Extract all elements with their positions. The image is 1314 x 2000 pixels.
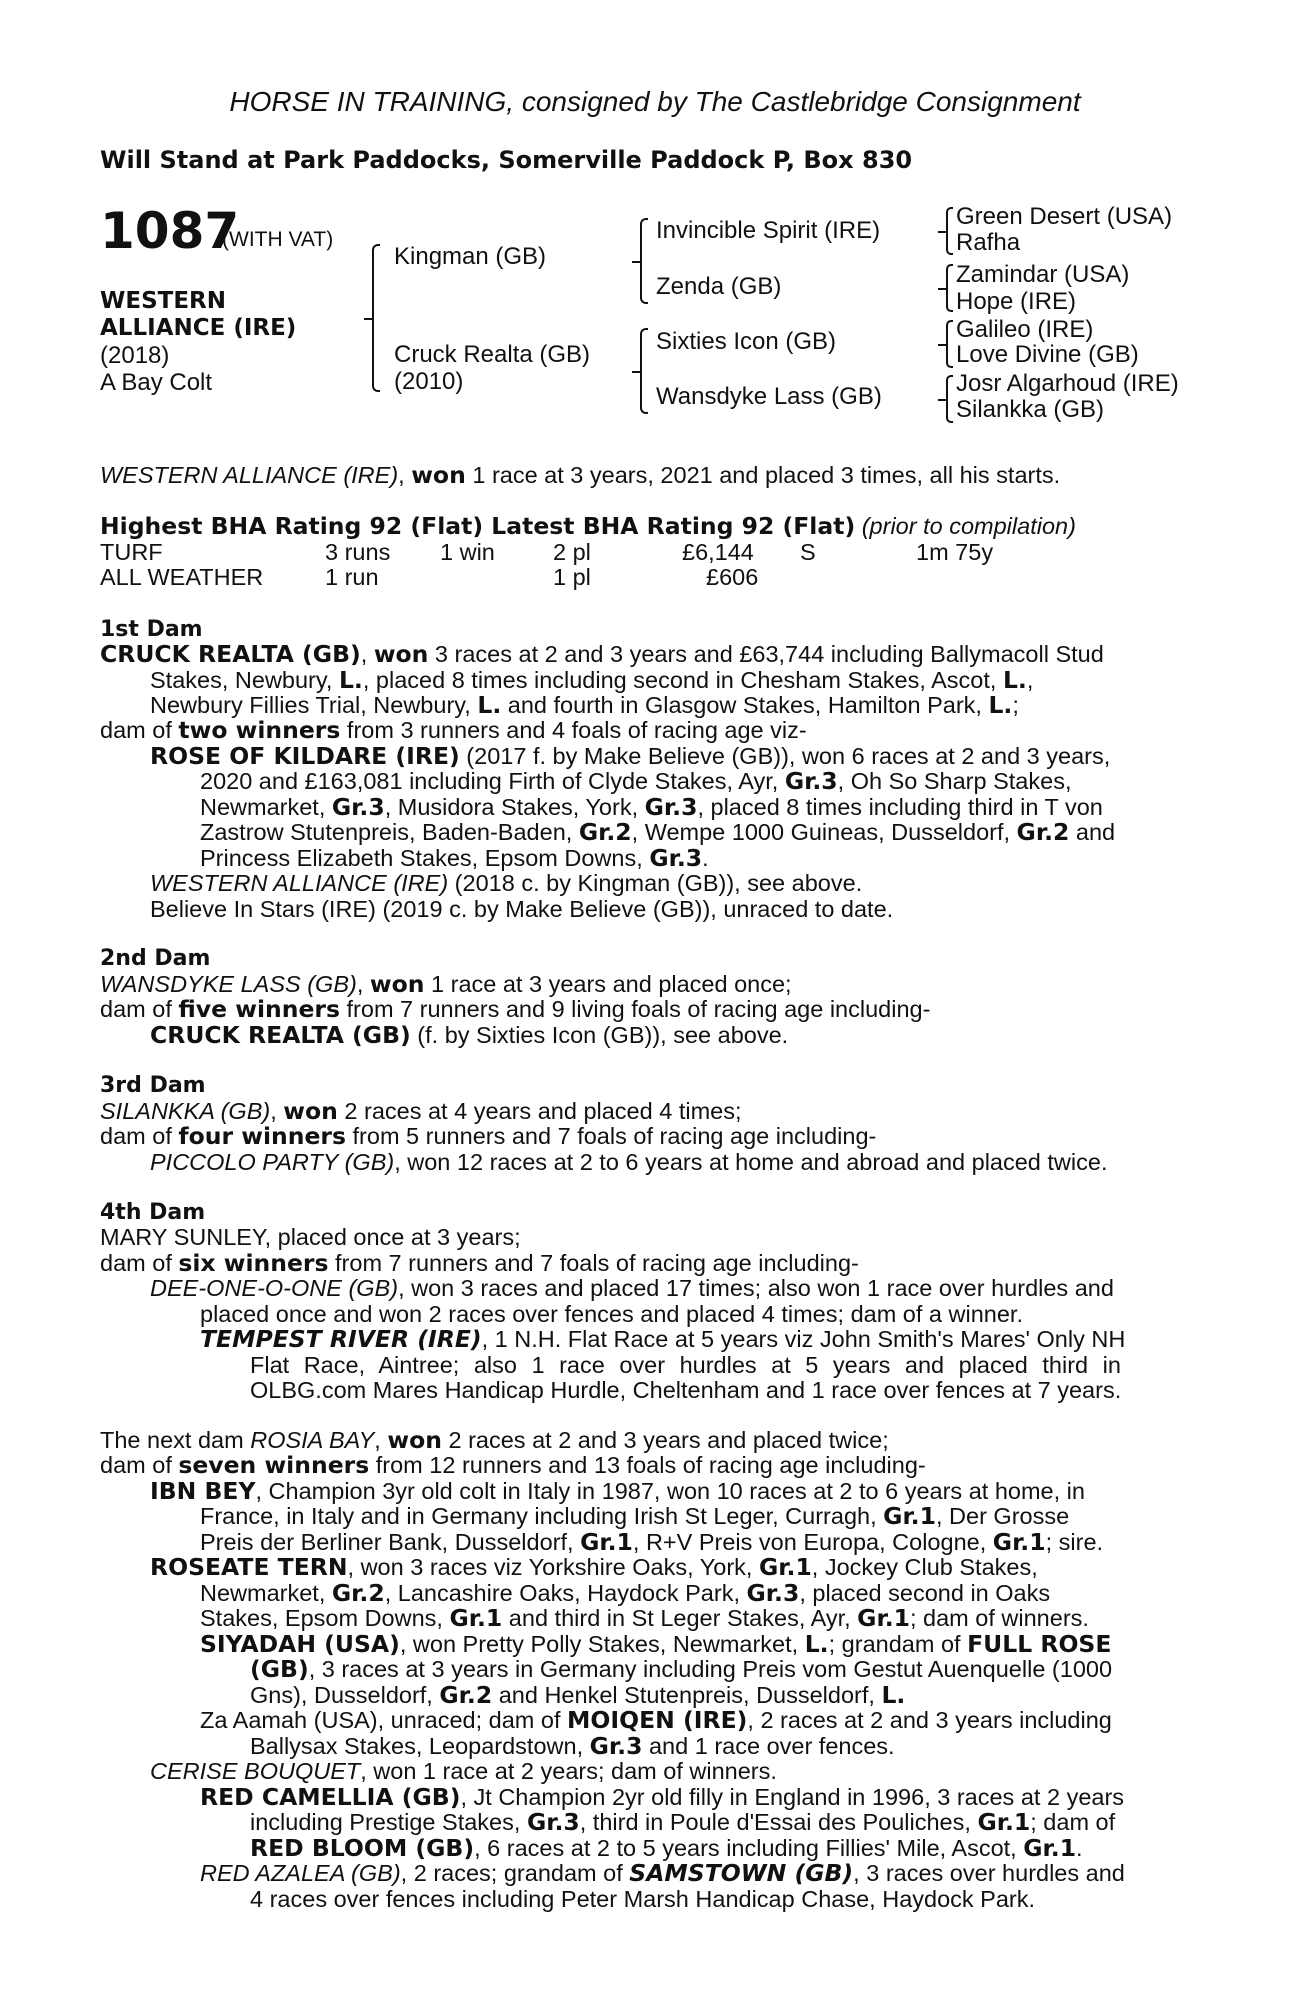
nextdam-line: including Prestige Stakes, Gr.3, third in Poule d'Essai des Pouliches, Gr.1; dam of bbox=[250, 1808, 1116, 1836]
nextdam-line: RED CAMELLIA (GB), Jt Champion 2yr old filly in England in 1996, 3 races at 2 years bbox=[200, 1783, 1125, 1811]
nextdam-line: RED AZALEA (GB), 2 races; grandam of SAMSTOWN (GB), 3 races over hurdles and bbox=[200, 1859, 1125, 1887]
nextdam-line: Newmarket, Gr.2, Lancashire Oaks, Haydock Park, Gr.3, placed second in Oaks bbox=[200, 1579, 1051, 1607]
nextdam-line: The next dam ROSIA BAY, won 2 races at 2 and 3 years and placed twice; bbox=[100, 1426, 889, 1454]
pedigree-ssd: Rafha bbox=[956, 229, 1021, 256]
dam2-heading: 2nd Dam bbox=[100, 946, 211, 971]
nextdam-line: 4 races over fences including Peter Marsh Handicap Chase, Haydock Park. bbox=[250, 1886, 1036, 1912]
dam3-line: PICCOLO PARTY (GB), won 12 races at 2 to 6 years at home and abroad and placed twice. bbox=[150, 1149, 1108, 1175]
nextdam-line: Stakes, Epsom Downs, Gr.1 and third in St Leger Stakes, Ayr, Gr.1; dam of winners. bbox=[200, 1604, 1089, 1632]
pedigree-sss: Green Desert (USA) bbox=[956, 203, 1173, 230]
dam1-line: Believe In Stars (IRE) (2019 c. by Make Believe (GB)), unraced to date. bbox=[150, 896, 894, 922]
dam1-line: ROSE OF KILDARE (IRE) (2017 f. by Make Believe (GB)), won 6 races at 2 and 3 years, bbox=[150, 742, 1111, 770]
dam4-line: dam of six winners from 7 runners and 7 foals of racing age including- bbox=[100, 1249, 859, 1277]
horse-details bbox=[100, 288, 296, 396]
pedigree-sds: Zamindar (USA) bbox=[956, 261, 1130, 288]
pedigree-ddd: Silankka (GB) bbox=[956, 396, 1105, 423]
pedigree-dsd: Love Divine (GB) bbox=[956, 341, 1139, 368]
dam4-line: placed once and won 2 races over fences and placed 4 times; dam of a winner. bbox=[200, 1301, 1023, 1327]
vat-label: (WITH VAT) bbox=[222, 228, 334, 251]
pedigree-brace-sd bbox=[946, 264, 953, 312]
pedigree-dam-dam: Wansdyke Lass (GB) bbox=[656, 383, 882, 410]
nextdam-line: SIYADAH (USA), won Pretty Polly Stakes, Newmarket, L.; grandam of FULL ROSE bbox=[200, 1630, 1112, 1658]
nextdam-line: RED BLOOM (GB), 6 races at 2 to 5 years including Fillies' Mile, Ascot, Gr.1. bbox=[250, 1834, 1083, 1862]
pedigree-dam-sire: Sixties Icon (GB) bbox=[656, 328, 837, 355]
dam1-line: Zastrow Stutenpreis, Baden-Baden, Gr.2, Wempe 1000 Guineas, Dusseldorf, Gr.2 and bbox=[200, 818, 1116, 846]
race-summary: WESTERN ALLIANCE (IRE), won 1 race at 3 years, 2021 and placed 3 times, all his starts. bbox=[100, 461, 1061, 489]
nextdam-line: Gns), Dusseldorf, Gr.2 and Henkel Stutenpreis, Dusseldorf, L. bbox=[250, 1681, 906, 1709]
nextdam-line: Ballysax Stakes, Leopardstown, Gr.3 and 1 race over fences. bbox=[250, 1732, 895, 1760]
dam4-heading: 4th Dam bbox=[100, 1200, 206, 1225]
nextdam-line: CERISE BOUQUET, won 1 race at 2 years; dam of winners. bbox=[150, 1758, 777, 1784]
dam2-line: CRUCK REALTA (GB) (f. by Sixties Icon (GB)), see above. bbox=[150, 1021, 789, 1049]
dam2-line: WANSDYKE LASS (GB), won 1 race at 3 years and placed once; bbox=[100, 970, 792, 998]
pedigree-dss: Galileo (IRE) bbox=[956, 316, 1094, 343]
dam1-line: WESTERN ALLIANCE (IRE) (2018 c. by Kingman (GB)), see above. bbox=[150, 870, 863, 896]
bha-rating: Highest BHA Rating 92 (Flat) Latest BHA Rating 92 (Flat) (prior to compilation) bbox=[100, 512, 1076, 540]
lot-number: 1087 bbox=[100, 202, 240, 260]
dam3-line: SILANKKA (GB), won 2 races at 4 years and placed 4 times; bbox=[100, 1097, 742, 1125]
dam1-line: 2020 and £163,081 including Firth of Clyde Stakes, Ayr, Gr.3, Oh So Sharp Stakes, bbox=[200, 767, 1072, 795]
stand-location: Will Stand at Park Paddocks, Somerville Paddock P, Box 830 bbox=[100, 146, 913, 174]
nextdam-line: Preis der Berliner Bank, Dusseldorf, Gr.1, R+V Preis von Europa, Cologne, Gr.1; sire. bbox=[200, 1528, 1104, 1556]
dam1-line: CRUCK REALTA (GB), won 3 races at 2 and 3 years and £63,744 including Ballymacoll Stud bbox=[100, 640, 1104, 668]
page-title: HORSE IN TRAINING, consigned by The Castlebridge Consignment bbox=[229, 86, 1081, 117]
horse-name-line2: ALLIANCE (IRE) bbox=[100, 315, 297, 341]
horse-year: (2018) bbox=[100, 342, 170, 369]
dam1-line: Stakes, Newbury, L., placed 8 times including second in Chesham Stakes, Ascot, L., bbox=[150, 666, 1034, 694]
pedigree-brace-dam bbox=[640, 328, 648, 414]
dam1-line: Newmarket, Gr.3, Musidora Stakes, York, Gr.3, placed 8 times including third in T von bbox=[200, 793, 1103, 821]
pedigree-dds: Josr Algarhoud (IRE) bbox=[956, 370, 1179, 397]
dam4-line: Flat Race, Aintree; also 1 race over hurdles at 5 years and placed third in bbox=[250, 1352, 1121, 1378]
dam1-line: Princess Elizabeth Stakes, Epsom Downs, Gr.3. bbox=[200, 844, 709, 872]
pedigree-sire-sire: Invincible Spirit (IRE) bbox=[656, 217, 881, 244]
pedigree-sire: Kingman (GB) bbox=[394, 243, 547, 270]
dam1-line: Newbury Fillies Trial, Newbury, L. and fourth in Glasgow Stakes, Hamilton Park, L.; bbox=[150, 691, 1019, 719]
nextdam-line: dam of seven winners from 12 runners and 13 foals of racing age including- bbox=[100, 1451, 926, 1479]
dam2-line: dam of five winners from 7 runners and 9 living foals of racing age including- bbox=[100, 995, 931, 1023]
nextdam-line: IBN BEY, Champion 3yr old colt in Italy in 1987, won 10 races at 2 to 6 years at home, in bbox=[150, 1477, 1085, 1505]
pedigree-sire-dam: Zenda (GB) bbox=[656, 273, 782, 300]
pedigree-dam: Cruck Realta (GB) bbox=[394, 341, 591, 368]
pedigree-brace-ss bbox=[946, 207, 953, 255]
nextdam-line: Za Aamah (USA), unraced; dam of MOIQEN (IRE), 2 races at 2 and 3 years including bbox=[200, 1706, 1112, 1734]
pedigree-sdd: Hope (IRE) bbox=[956, 288, 1077, 315]
horse-description: A Bay Colt bbox=[100, 369, 213, 396]
nextdam-line: (GB), 3 races at 3 years in Germany including Preis vom Gestut Auenquelle (1000 bbox=[250, 1655, 1113, 1683]
nextdam-line: ROSEATE TERN, won 3 races viz Yorkshire Oaks, York, Gr.1, Jockey Club Stakes, bbox=[150, 1553, 1038, 1581]
pedigree-dam-year: (2010) bbox=[394, 368, 464, 395]
dam3-heading: 3rd Dam bbox=[100, 1073, 206, 1098]
horse-name-line1: WESTERN bbox=[100, 288, 227, 314]
pedigree-brace-main bbox=[372, 244, 380, 392]
nextdam-line: France, in Italy and in Germany including Irish St Leger, Curragh, Gr.1, Der Grosse bbox=[200, 1502, 1070, 1530]
dam1-heading: 1st Dam bbox=[100, 617, 203, 642]
pedigree-brace-ds bbox=[946, 320, 953, 368]
dam3-line: dam of four winners from 5 runners and 7 foals of racing age including- bbox=[100, 1122, 877, 1150]
dam4-line: OLBG.com Mares Handicap Hurdle, Cheltenham and 1 race over fences at 7 years. bbox=[250, 1377, 1122, 1403]
dam4-line: TEMPEST RIVER (IRE), 1 N.H. Flat Race at 5 years viz John Smith's Mares' Only NH bbox=[200, 1325, 1126, 1353]
pedigree-brace-sire bbox=[640, 218, 648, 304]
dam4-line: DEE-ONE-O-ONE (GB), won 3 races and placed 17 times; also won 1 race over hurdles and bbox=[150, 1275, 1114, 1301]
dam1-line: dam of two winners from 3 runners and 4 foals of racing age viz- bbox=[100, 716, 807, 744]
pedigree-brace-dd bbox=[946, 375, 953, 423]
dam4-line: MARY SUNLEY, placed once at 3 years; bbox=[100, 1224, 521, 1250]
